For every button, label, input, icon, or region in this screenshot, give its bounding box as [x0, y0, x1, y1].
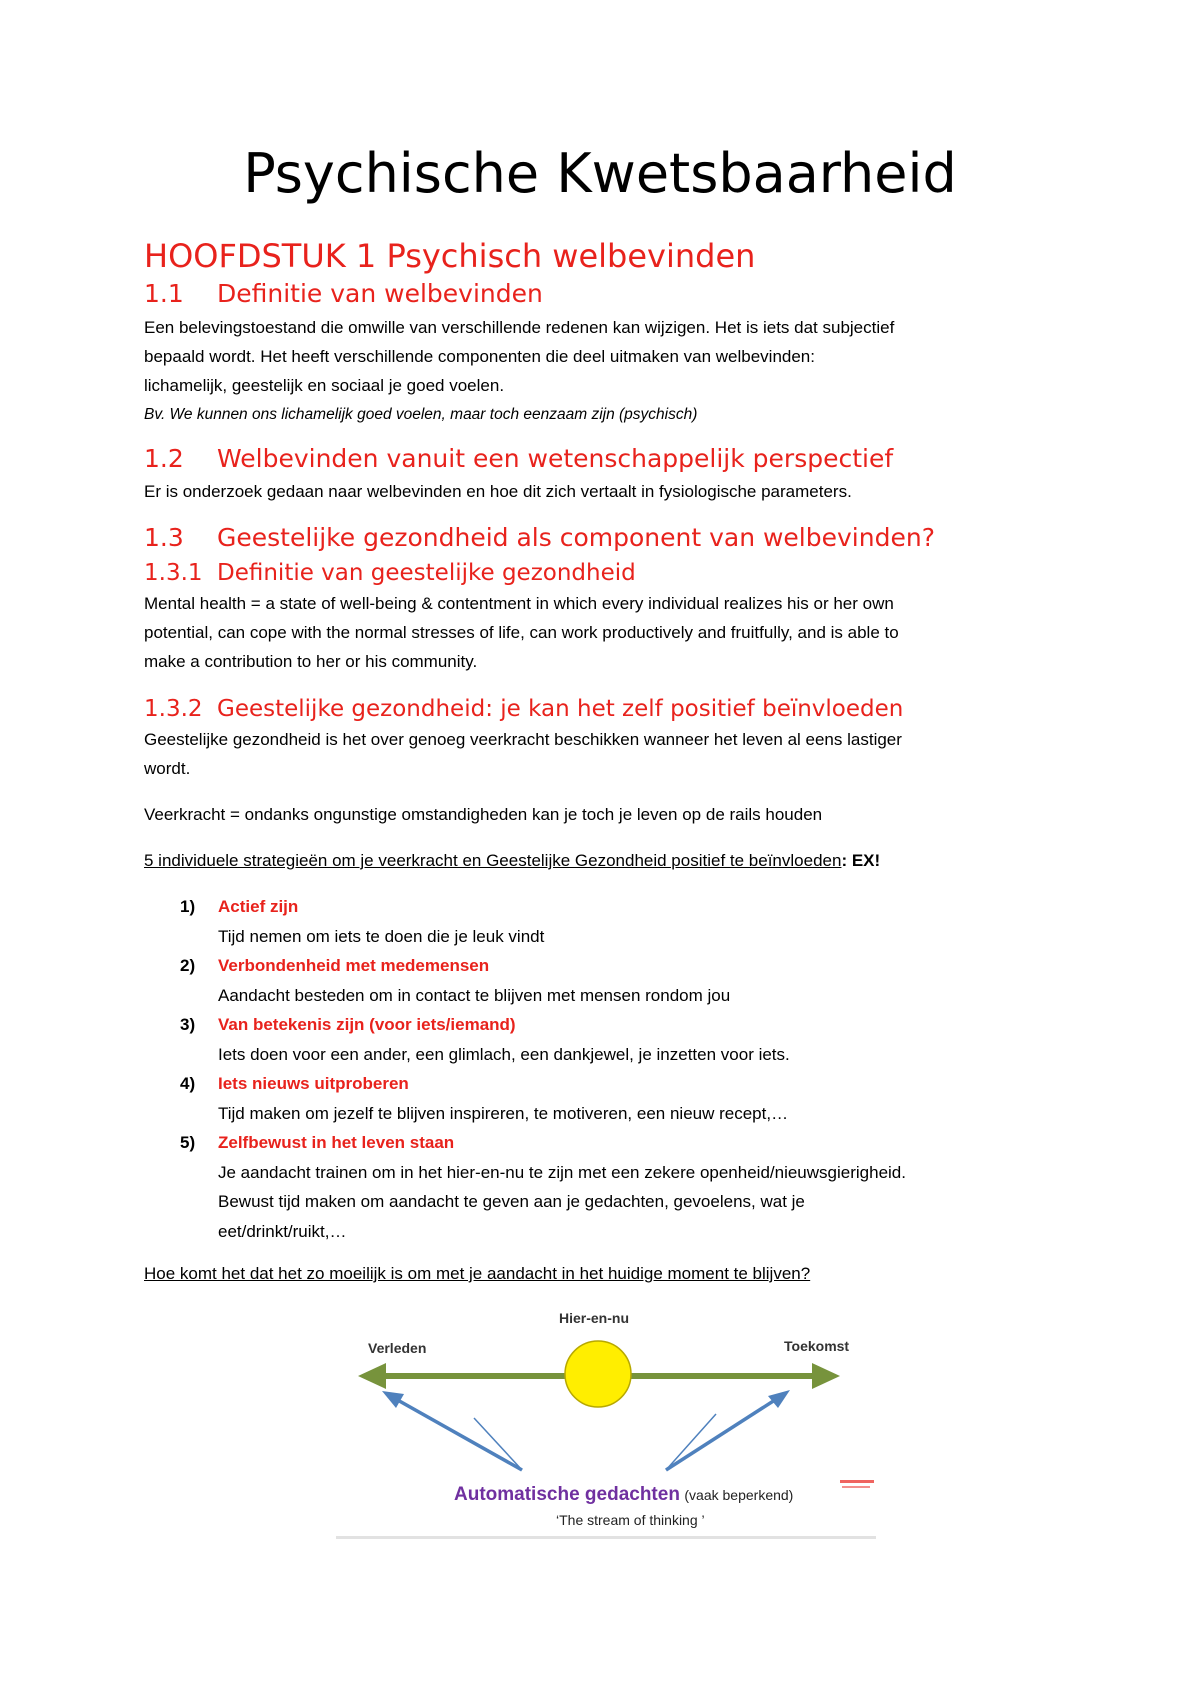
section-title: Welbevinden vanuit een wetenschappelijk perspectief	[217, 444, 894, 473]
chapter-heading: HOOFDSTUK 1 Psychisch welbevinden	[144, 237, 756, 275]
list-item-title: Verbondenheid met medemensen	[218, 956, 490, 975]
list-number: 4)	[180, 1074, 196, 1093]
stream-of-thinking: ‘The stream of thinking ’	[556, 1512, 705, 1528]
list-item-desc: Iets doen voor een ander, een glimlach, een dankjewel, je inzetten voor iets.	[218, 1044, 790, 1064]
paragraph-line: lichamelijk, geestelijk en sociaal je goed voelen.	[144, 376, 505, 395]
section-1-2-body	[144, 477, 1084, 506]
red-mark	[840, 1480, 874, 1483]
section-1-1-body	[144, 313, 1084, 429]
list-item	[180, 1069, 1080, 1128]
strategies-intro-text: 5 individuele strategieën om je veerkracht en Geestelijke Gezondheid positief te beïnvloeden	[144, 851, 842, 870]
list-item	[180, 951, 1080, 1010]
section-number: 1.3.2	[144, 696, 203, 722]
blue-arrow-right-head	[768, 1390, 790, 1408]
section-1-1-heading	[144, 278, 543, 310]
paragraph-line: wordt.	[144, 759, 191, 778]
section-number: 1.1	[144, 279, 184, 308]
paragraph-line: Een belevingstoestand die omwille van verschillende redenen kan wijzigen. Het is iets dat subjectief	[144, 318, 895, 337]
automatische-gedachten	[454, 1484, 793, 1506]
strategies-intro	[144, 846, 1084, 875]
section-1-2-heading	[144, 443, 893, 475]
time-diagram	[336, 1300, 876, 1540]
section-title: Geestelijke gezondheid als component van welbevinden?	[217, 523, 935, 552]
section-number: 1.3	[144, 523, 184, 552]
paragraph-line: bepaald wordt. Het heeft verschillende componenten die deel uitmaken van welbevinden:	[144, 347, 815, 366]
diagram-rule	[336, 1536, 876, 1539]
auto-paren: (vaak beperkend)	[684, 1487, 794, 1503]
strategies-list	[180, 892, 1080, 1246]
paragraph-line: make a contribution to her or his community.	[144, 652, 478, 671]
red-mark	[842, 1486, 870, 1488]
list-item-title: Iets nieuws uitproberen	[218, 1074, 409, 1093]
paragraph-line: Veerkracht = ondanks ongunstige omstandigheden kan je toch je leven op de rails houden	[144, 805, 823, 824]
list-item-desc: Bewust tijd maken om aandacht te geven aan je gedachten, gevoelens, wat je	[218, 1192, 805, 1211]
section-title: Definitie van welbevinden	[217, 279, 543, 308]
exam-marker: : EX!	[841, 851, 881, 870]
list-item	[180, 892, 1080, 951]
question-line	[144, 1259, 1084, 1288]
example-line: Bv. We kunnen ons lichamelijk goed voelen, maar toch eenzaam zijn (psychisch)	[144, 406, 698, 423]
list-item	[180, 1010, 1080, 1069]
veerkracht-definition	[144, 800, 1084, 829]
paragraph-line: Geestelijke gezondheid is het over genoeg veerkracht beschikken wanneer het leven al eens lastiger	[144, 730, 902, 749]
section-1-3-heading	[144, 522, 935, 554]
toekomst-label: Toekomst	[784, 1338, 850, 1354]
auto-main: Automatische gedachten	[454, 1484, 680, 1505]
blue-arrow-left-head	[382, 1391, 404, 1408]
list-number: 5)	[180, 1133, 196, 1152]
paragraph-line: Er is onderzoek gedaan naar welbevinden en hoe dit zich vertaalt in fysiologische parameters.	[144, 482, 852, 501]
arrow-left-head	[358, 1363, 386, 1389]
list-item-desc: Tijd nemen om iets te doen die je leuk vindt	[218, 926, 545, 946]
verleden-label: Verleden	[368, 1340, 427, 1356]
list-number: 3)	[180, 1015, 196, 1034]
list-item-title: Van betekenis zijn (voor iets/iemand)	[218, 1015, 516, 1034]
section-1-3-1-body	[144, 589, 1084, 676]
arrow-right-head	[812, 1363, 840, 1389]
list-number: 2)	[180, 956, 196, 975]
document-title: Psychische Kwetsbaarheid	[243, 142, 957, 205]
list-item	[180, 1128, 1080, 1246]
list-item-title: Zelfbewust in het leven staan	[218, 1133, 455, 1152]
section-title: Definitie van geestelijke gezondheid	[217, 560, 636, 586]
paragraph-line: potential, can cope with the normal stresses of life, can work productively and fruitfully, and is able to	[144, 623, 899, 642]
section-1-3-2-body	[144, 725, 1084, 783]
list-item-title: Actief zijn	[218, 897, 299, 916]
question-text: Hoe komt het dat het zo moeilijk is om met je aandacht in het huidige moment te blijven?	[144, 1264, 811, 1283]
list-item-desc: Je aandacht trainen om in het hier-en-nu te zijn met een zekere openheid/nieuwsgierigheid.	[218, 1162, 906, 1182]
list-item-desc: Aandacht besteden om in contact te blijven met mensen rondom jou	[218, 985, 731, 1005]
paragraph-line: Mental health = a state of well-being & contentment in which every individual realizes his or her own	[144, 594, 894, 613]
hier-en-nu-label: Hier-en-nu	[559, 1310, 629, 1326]
blue-arrow-right	[666, 1398, 778, 1470]
list-number: 1)	[180, 897, 196, 916]
list-item-desc: eet/drinkt/ruikt,…	[218, 1221, 347, 1241]
sun-icon	[565, 1341, 631, 1407]
section-1-3-1-heading	[144, 558, 636, 588]
list-item-desc: Tijd maken om jezelf te blijven inspireren, te motiveren, een nieuw recept,…	[218, 1103, 789, 1123]
blue-line-left	[474, 1418, 522, 1470]
blue-arrow-left	[394, 1398, 522, 1470]
section-number: 1.3.1	[144, 560, 203, 586]
section-title: Geestelijke gezondheid: je kan het zelf positief beïnvloeden	[217, 696, 904, 722]
section-number: 1.2	[144, 444, 184, 473]
section-1-3-2-heading	[144, 694, 903, 724]
